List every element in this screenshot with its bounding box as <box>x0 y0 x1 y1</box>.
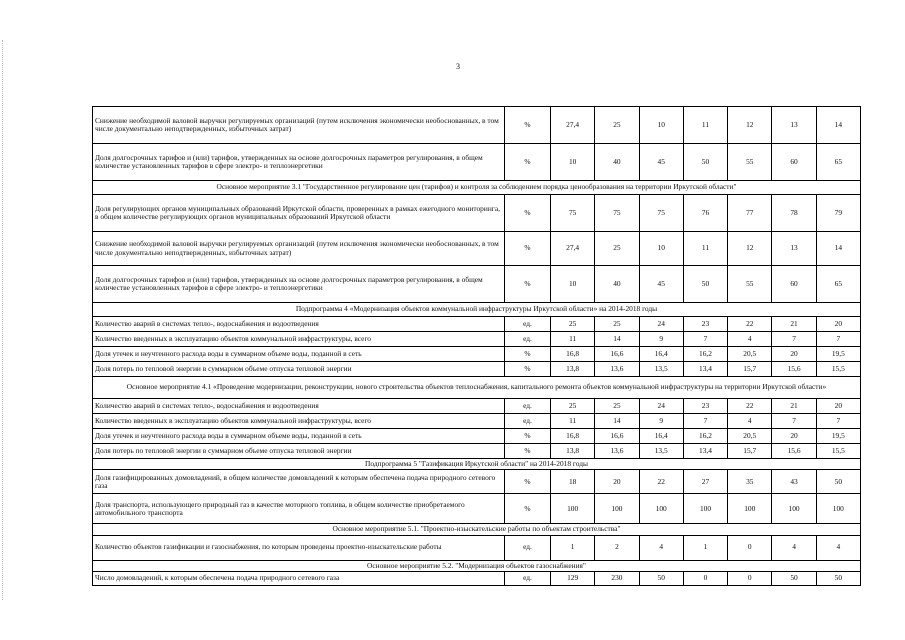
unit-cell: ед. <box>505 414 551 429</box>
value-cell: 25 <box>595 107 639 144</box>
table-row <box>93 399 861 414</box>
unit-cell: % <box>505 232 551 266</box>
value-cell: 24 <box>639 399 683 414</box>
value-cell: 65 <box>816 266 860 303</box>
value-cell: 50 <box>683 266 727 303</box>
value-cell: 60 <box>772 266 816 303</box>
table-row <box>93 494 861 524</box>
indicator-name: Число домовладений, к которым обеспечена подача природного сетевого газа <box>93 571 505 585</box>
value-cell: 12 <box>728 107 772 144</box>
value-cell: 16,6 <box>595 429 639 444</box>
value-cell: 4 <box>728 332 772 347</box>
value-cell: 25 <box>595 232 639 266</box>
value-cell: 100 <box>772 494 816 524</box>
value-cell: 11 <box>683 232 727 266</box>
indicator-name: Количество объектов газификации и газоснабжения, по которым проведены проектно-изыскательские работы <box>93 535 505 560</box>
value-cell: 4 <box>639 535 683 560</box>
value-cell: 40 <box>595 144 639 181</box>
value-cell: 79 <box>816 195 860 232</box>
indicator-name: Доля долгосрочных тарифов и (или) тарифов, утвержденных на основе долгосрочных параметров регулирования, в общем количестве установленных тарифов в сфере электро- и теплоэнергетики <box>93 266 505 303</box>
unit-cell: % <box>505 266 551 303</box>
value-cell: 230 <box>595 571 639 585</box>
value-cell: 40 <box>595 266 639 303</box>
value-cell: 22 <box>728 399 772 414</box>
value-cell: 27,4 <box>551 232 595 266</box>
value-cell: 25 <box>595 317 639 332</box>
value-cell: 18 <box>551 470 595 494</box>
table-row <box>93 535 861 560</box>
value-cell: 20 <box>772 347 816 362</box>
value-cell: 43 <box>772 470 816 494</box>
value-cell: 9 <box>639 332 683 347</box>
value-cell: 0 <box>728 535 772 560</box>
value-cell: 22 <box>639 470 683 494</box>
indicator-name: Количество введенных в эксплуатацию объектов коммунальной инфраструктуры, всего <box>93 414 505 429</box>
unit-cell: ед. <box>505 399 551 414</box>
section-row <box>93 303 861 317</box>
page-number: 3 <box>456 62 460 71</box>
value-cell: 22 <box>728 317 772 332</box>
value-cell: 2 <box>595 535 639 560</box>
table-row <box>93 195 861 232</box>
value-cell: 100 <box>639 494 683 524</box>
table-row <box>93 107 861 144</box>
value-cell: 14 <box>595 332 639 347</box>
table-row <box>93 144 861 181</box>
value-cell: 50 <box>639 571 683 585</box>
value-cell: 7 <box>772 414 816 429</box>
value-cell: 77 <box>728 195 772 232</box>
value-cell: 16,4 <box>639 429 683 444</box>
value-cell: 20,5 <box>728 347 772 362</box>
section-title: Подпрограмма 4 «Модернизация объектов коммунальной инфраструктуры Иркутской области» на 2014-2018 годы <box>93 303 861 317</box>
value-cell: 19,5 <box>816 429 860 444</box>
value-cell: 65 <box>816 144 860 181</box>
table-row <box>93 362 861 377</box>
value-cell: 76 <box>683 195 727 232</box>
unit-cell: % <box>505 470 551 494</box>
table-row <box>93 232 861 266</box>
value-cell: 13 <box>772 107 816 144</box>
value-cell: 27 <box>683 470 727 494</box>
indicator-name: Доля потерь по тепловой энергии в суммарном объеме отпуска тепловой энергии <box>93 444 505 459</box>
value-cell: 100 <box>816 494 860 524</box>
unit-cell: % <box>505 347 551 362</box>
indicator-name: Доля долгосрочных тарифов и (или) тарифов, утвержденных на основе долгосрочных параметров регулирования, в общем количестве установленных тарифов в сфере электро- и теплоэнергетики <box>93 144 505 181</box>
value-cell: 50 <box>772 571 816 585</box>
value-cell: 23 <box>683 317 727 332</box>
value-cell: 4 <box>772 535 816 560</box>
indicator-name: Количество аварий в системах тепло-, водоснабжения и водоотведения <box>93 399 505 414</box>
section-title: Основное мероприятие 5.1. "Проектно-изыскательские работы по объектам строительства" <box>93 524 861 535</box>
value-cell: 35 <box>728 470 772 494</box>
value-cell: 45 <box>639 144 683 181</box>
value-cell: 16,2 <box>683 429 727 444</box>
value-cell: 20 <box>816 317 860 332</box>
table-body <box>93 107 861 586</box>
unit-cell: % <box>505 494 551 524</box>
unit-cell: % <box>505 144 551 181</box>
value-cell: 78 <box>772 195 816 232</box>
value-cell: 55 <box>728 266 772 303</box>
value-cell: 14 <box>595 414 639 429</box>
value-cell: 50 <box>816 470 860 494</box>
value-cell: 15,5 <box>816 362 860 377</box>
value-cell: 100 <box>683 494 727 524</box>
value-cell: 4 <box>816 535 860 560</box>
value-cell: 75 <box>551 195 595 232</box>
value-cell: 13,5 <box>639 444 683 459</box>
value-cell: 15,7 <box>728 444 772 459</box>
value-cell: 50 <box>683 144 727 181</box>
value-cell: 23 <box>683 399 727 414</box>
value-cell: 15,7 <box>728 362 772 377</box>
value-cell: 10 <box>551 144 595 181</box>
section-row <box>93 459 861 470</box>
value-cell: 1 <box>551 535 595 560</box>
value-cell: 100 <box>551 494 595 524</box>
unit-cell: ед. <box>505 535 551 560</box>
value-cell: 21 <box>772 399 816 414</box>
value-cell: 13,8 <box>551 444 595 459</box>
value-cell: 25 <box>551 399 595 414</box>
indicator-name: Снижение необходимой валовой выручки регулируемых организаций (путем исключения экономически необоснованных, в том числе документально неподтвержденных, избыточных затрат) <box>93 107 505 144</box>
value-cell: 12 <box>728 232 772 266</box>
value-cell: 20 <box>816 399 860 414</box>
value-cell: 15,6 <box>772 444 816 459</box>
value-cell: 13,8 <box>551 362 595 377</box>
value-cell: 16,4 <box>639 347 683 362</box>
value-cell: 21 <box>772 317 816 332</box>
value-cell: 13,4 <box>683 362 727 377</box>
value-cell: 55 <box>728 144 772 181</box>
value-cell: 25 <box>595 399 639 414</box>
unit-cell: % <box>505 195 551 232</box>
table-row <box>93 444 861 459</box>
value-cell: 1 <box>683 535 727 560</box>
unit-cell: % <box>505 107 551 144</box>
value-cell: 100 <box>728 494 772 524</box>
value-cell: 13,4 <box>683 444 727 459</box>
value-cell: 15,5 <box>816 444 860 459</box>
table-row <box>93 414 861 429</box>
unit-cell: ед. <box>505 317 551 332</box>
value-cell: 20,5 <box>728 429 772 444</box>
value-cell: 10 <box>639 107 683 144</box>
value-cell: 16,8 <box>551 429 595 444</box>
value-cell: 100 <box>595 494 639 524</box>
value-cell: 19,5 <box>816 347 860 362</box>
value-cell: 24 <box>639 317 683 332</box>
value-cell: 11 <box>683 107 727 144</box>
value-cell: 7 <box>816 414 860 429</box>
value-cell: 20 <box>772 429 816 444</box>
unit-cell: ед. <box>505 571 551 585</box>
value-cell: 7 <box>816 332 860 347</box>
unit-cell: % <box>505 444 551 459</box>
section-row <box>93 524 861 535</box>
value-cell: 0 <box>728 571 772 585</box>
value-cell: 16,8 <box>551 347 595 362</box>
value-cell: 16,2 <box>683 347 727 362</box>
value-cell: 45 <box>639 266 683 303</box>
value-cell: 7 <box>683 414 727 429</box>
value-cell: 13,6 <box>595 444 639 459</box>
indicator-name: Доля регулирующих органов муниципальных образований Иркутской области, проверенных в рамках ежегодного мониторинга, в общем количестве регулирующих органов муниципальных образований Иркутской области <box>93 195 505 232</box>
section-title: Основное мероприятие 3.1 "Государственное регулирование цен (тарифов) и контроля за соблюдением порядка ценообразования на территории Иркутской области" <box>93 181 861 195</box>
value-cell: 60 <box>772 144 816 181</box>
section-title: Подпрограмма 5 "Газификация Иркутской области" на 2014-2018 годы <box>93 459 861 470</box>
value-cell: 9 <box>639 414 683 429</box>
value-cell: 13,5 <box>639 362 683 377</box>
unit-cell: % <box>505 362 551 377</box>
table-row <box>93 317 861 332</box>
indicator-name: Доля транспорта, использующего природный газ в качестве моторного топлива, в общем количестве приобретаемого автомобильного транспорта <box>93 494 505 524</box>
indicator-name: Доля потерь по тепловой энергии в суммарном объеме отпуска тепловой энергии <box>93 362 505 377</box>
value-cell: 129 <box>551 571 595 585</box>
section-title: Основное мероприятие 5.2. "Модернизация объектов газоснабжения" <box>93 560 861 571</box>
value-cell: 75 <box>639 195 683 232</box>
value-cell: 7 <box>772 332 816 347</box>
section-row <box>93 181 861 195</box>
indicator-name: Доля утечек и неучтенного расхода воды в суммарном объеме воды, поданной в сеть <box>93 347 505 362</box>
indicator-name: Снижение необходимой валовой выручки регулируемых организаций (путем исключения экономически необоснованных, в том числе документально неподтвержденных, избыточных затрат) <box>93 232 505 266</box>
table-row <box>93 571 861 585</box>
value-cell: 20 <box>595 470 639 494</box>
table-row <box>93 347 861 362</box>
value-cell: 13,6 <box>595 362 639 377</box>
indicator-name: Доля газифицированных домовладений, в общем количестве домовладений к которым обеспечена подача природного сетевого газа <box>93 470 505 494</box>
table-row <box>93 470 861 494</box>
section-row <box>93 560 861 571</box>
value-cell: 10 <box>551 266 595 303</box>
value-cell: 11 <box>551 332 595 347</box>
section-title: Основное мероприятие 4.1 «Проведение модернизации, реконструкции, нового строительства объектов теплоснабжения, капитального ремонта объектов коммунальной инфраструктуры на территории Иркутской области» <box>93 377 861 399</box>
indicator-name: Количество введенных в эксплуатацию объектов коммунальной инфраструктуры, всего <box>93 332 505 347</box>
value-cell: 15,6 <box>772 362 816 377</box>
value-cell: 0 <box>683 571 727 585</box>
value-cell: 11 <box>551 414 595 429</box>
section-row <box>93 377 861 399</box>
table-row <box>93 429 861 444</box>
value-cell: 13 <box>772 232 816 266</box>
value-cell: 50 <box>816 571 860 585</box>
value-cell: 4 <box>728 414 772 429</box>
indicator-name: Количество аварий в системах тепло-, водоснабжения и водоотведения <box>93 317 505 332</box>
table-row <box>93 332 861 347</box>
table-row <box>93 266 861 303</box>
value-cell: 10 <box>639 232 683 266</box>
unit-cell: ед. <box>505 332 551 347</box>
value-cell: 25 <box>551 317 595 332</box>
value-cell: 7 <box>683 332 727 347</box>
value-cell: 14 <box>816 232 860 266</box>
value-cell: 16,6 <box>595 347 639 362</box>
value-cell: 14 <box>816 107 860 144</box>
indicators-table <box>92 106 861 586</box>
binding-margin-marks <box>2 40 9 600</box>
value-cell: 75 <box>595 195 639 232</box>
value-cell: 27,4 <box>551 107 595 144</box>
unit-cell: % <box>505 429 551 444</box>
indicator-name: Доля утечек и неучтенного расхода воды в суммарном объеме воды, поданной в сеть <box>93 429 505 444</box>
